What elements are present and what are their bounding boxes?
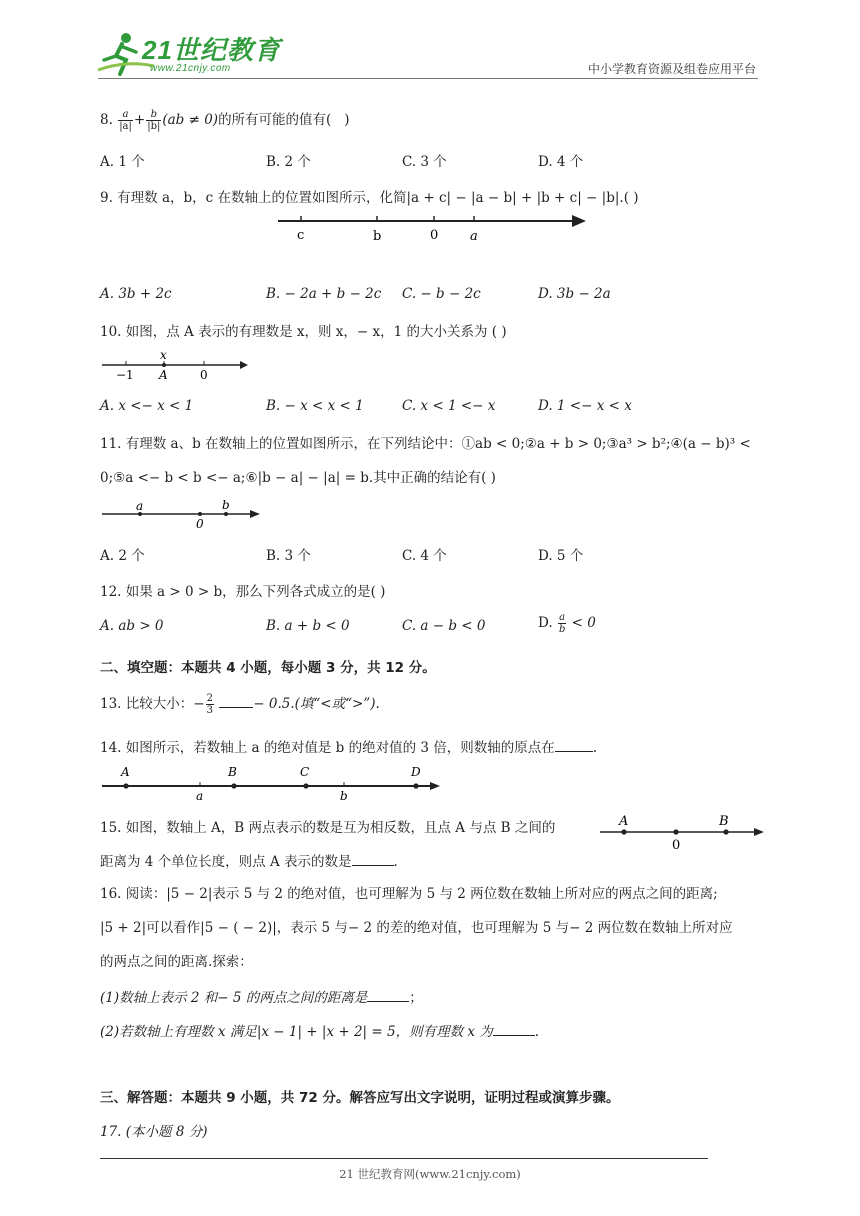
option-c[interactable]: C. 3 个 <box>402 154 447 170</box>
axis-label-b: b <box>340 789 348 802</box>
axis-label-b: b <box>222 498 230 512</box>
question-8: 8. $\frac{a}{|a|}$ + $\frac{b}{|b|}$ (ab ≠ 0)的所有可能的值有( ) <box>100 109 350 132</box>
axis-label-0: 0 <box>200 368 208 382</box>
axis-label-0: 0 <box>196 517 204 531</box>
axis-label-A: A <box>619 814 629 829</box>
option-c[interactable]: C. − b − 2c <box>402 286 481 302</box>
fraction: $\frac{b}{|b|}$ <box>147 109 161 132</box>
section-3-heading: 三、解答题：本题共 9 小题，共 72 分。解答应写出文字说明，证明过程或演算步骤。 <box>100 1090 620 1106</box>
option-b[interactable]: B. − x < x < 1 <box>266 398 364 414</box>
axis-label-B: B <box>719 814 729 829</box>
option-b[interactable]: B. − 2a + b − 2c <box>266 286 382 302</box>
fraction: $\frac{a}{|a|}$ <box>119 109 132 132</box>
axis-label-x: x <box>160 348 167 362</box>
number-line-q9 <box>270 210 590 246</box>
answer-blank[interactable] <box>219 707 253 708</box>
question-16-line-1: 16. 阅读：|5 − 2|表示 5 与 2 的绝对值，也可理解为 5 与 2 两位数在数轴上所对应的两点之间的距离; <box>100 886 718 902</box>
question-12-stem: 12. 如果 a > 0 > b，那么下列各式成立的是( ) <box>100 584 386 600</box>
option-c[interactable]: C. x < 1 <− x <box>402 398 496 414</box>
option-a[interactable]: A. ab > 0 <box>100 618 164 634</box>
fraction: $\frac{a}{b}$ <box>558 612 566 635</box>
option-b[interactable]: B. 2 个 <box>266 154 311 170</box>
question-10-stem: 10. 如图，点 A 表示的有理数是 x，则 x，− x，1 的大小关系为 ( ) <box>100 324 507 340</box>
question-11-stem-2: 0;⑤a <− b < b <− a;⑥|b − a| − |a| = b.其中正确的结论有( ) <box>100 470 496 486</box>
axis-label-B: B <box>228 765 237 779</box>
option-a[interactable]: A. 2 个 <box>100 548 145 564</box>
option-c[interactable]: C. a − b < 0 <box>402 618 486 634</box>
axis-label-D: D <box>411 765 421 779</box>
question-17: 17. (本小题 8 分) <box>100 1124 208 1140</box>
question-11-stem-1: 11. 有理数 a、b 在数轴上的位置如图所示，在下列结论中：①ab < 0;②a + b > 0;③a³ > b²;④(a − b)³ < <box>100 436 751 452</box>
header-divider <box>98 78 758 79</box>
footer-divider <box>100 1158 708 1159</box>
axis-label-minus1: −1 <box>116 368 134 382</box>
question-15-line-1: 15. 如图，数轴上 A，B 两点表示的数是互为相反数，且点 A 与点 B 之间的 <box>100 820 556 836</box>
option-b[interactable]: B. 3 个 <box>266 548 311 564</box>
section-2-heading: 二、填空题：本题共 4 小题，每小题 3 分，共 12 分。 <box>100 660 436 676</box>
answer-blank[interactable] <box>367 1001 409 1002</box>
logo-url: www.21cnjy.com <box>150 63 231 74</box>
question-number: 8. <box>100 112 113 128</box>
axis-label-c: c <box>297 228 305 243</box>
option-a[interactable]: A. 3b + 2c <box>100 286 172 302</box>
answer-blank[interactable] <box>352 865 394 866</box>
option-d[interactable]: D. 3b − 2a <box>538 286 611 302</box>
option-d[interactable]: D. $\frac{a}{b}$ < 0 <box>538 612 596 635</box>
answer-blank[interactable] <box>493 1035 535 1036</box>
axis-label-A: A <box>159 368 168 382</box>
option-c[interactable]: C. 4 个 <box>402 548 447 564</box>
question-13: 13. 比较大小：− $\frac{2}{3}$ − 0.5.(填“<或“>”). <box>100 693 380 716</box>
option-a[interactable]: A. 1 个 <box>100 154 145 170</box>
number-line-q10 <box>100 348 250 382</box>
option-a[interactable]: A. x <− x < 1 <box>100 398 194 414</box>
option-d[interactable]: D. 4 个 <box>538 154 584 170</box>
question-9-stem: 9. 有理数 a，b，c 在数轴上的位置如图所示，化简|a + c| − |a − b| + |b + c| − |b|.( ) <box>100 190 639 206</box>
axis-label-b: b <box>373 229 382 244</box>
axis-label-a: a <box>470 229 478 244</box>
answer-blank[interactable] <box>555 751 593 752</box>
number-line-q14 <box>100 762 442 802</box>
question-16-sub-2: (2)若数轴上有理数 x 满足|x − 1| + |x + 2| = 5，则有理数 x 为 . <box>100 1024 540 1040</box>
axis-label-A: A <box>121 765 130 779</box>
fraction: $\frac{2}{3}$ <box>206 693 213 716</box>
axis-label-a: a <box>136 499 144 513</box>
logo-text: 21世纪教育 <box>142 35 281 65</box>
platform-title: 中小学教育资源及组卷应用平台 <box>587 62 756 76</box>
option-d[interactable]: D. 1 <− x < x <box>538 398 632 414</box>
question-14: 14. 如图所示，若数轴上 a 的绝对值是 b 的绝对值的 3 倍，则数轴的原点在 . <box>100 740 598 756</box>
option-d[interactable]: D. 5 个 <box>538 548 584 564</box>
question-16-line-2: |5 + 2|可以看作|5 − ( − 2)|，表示 5 与− 2 的差的绝对值，也可理解为 5 与− 2 两位数在数轴上所对应 <box>100 920 733 936</box>
axis-label-0: 0 <box>672 838 681 852</box>
number-line-q11 <box>100 496 262 532</box>
axis-label-C: C <box>300 765 310 779</box>
footer-text[interactable]: 21 世纪教育网(www.21cnjy.com) <box>339 1167 521 1181</box>
option-b[interactable]: B. a + b < 0 <box>266 618 350 634</box>
axis-label-a: a <box>196 789 204 802</box>
question-16-sub-1: (1)数轴上表示 2 和− 5 的两点之间的距离是 ； <box>100 990 423 1006</box>
question-16-line-3: 的两点之间的距离.探索： <box>100 954 253 970</box>
number-line-q15 <box>598 812 766 852</box>
question-15-line-2: 距离为 4 个单位长度，则点 A 表示的数是 . <box>100 854 398 870</box>
axis-label-0: 0 <box>430 228 439 243</box>
